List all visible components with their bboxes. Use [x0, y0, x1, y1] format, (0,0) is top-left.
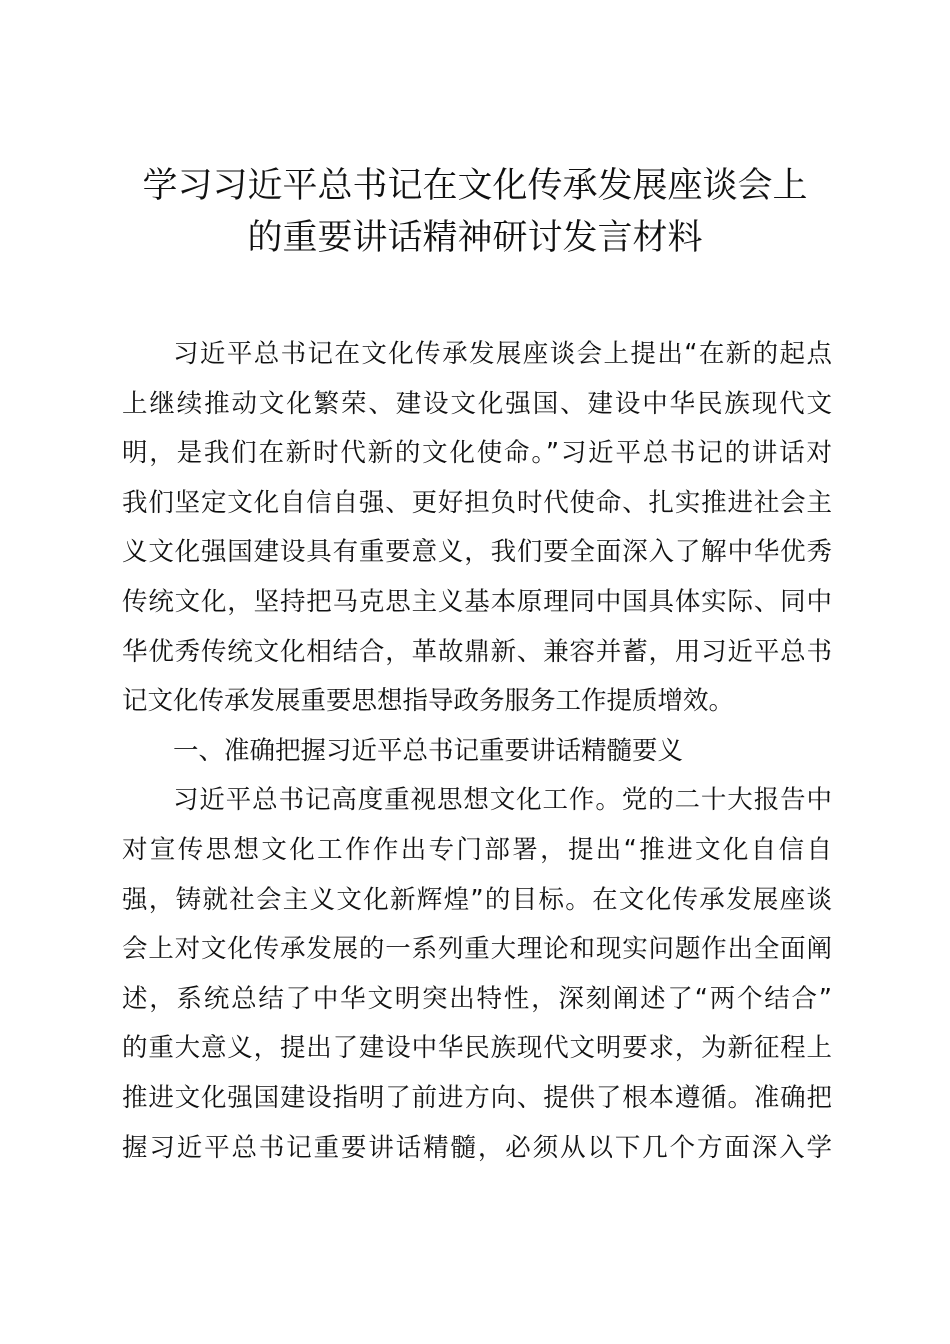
paragraph-line: 义文化强国建设具有重要意义，我们要全面深入了解中华优秀 — [122, 537, 832, 568]
paragraph-line: 上继续推动文化繁荣、建设文化强国、建设中华民族现代文 — [122, 388, 832, 419]
paragraph-line: 的重大意义，提出了建设中华民族现代文明要求，为新征程上 — [122, 1033, 832, 1064]
paragraph-line: 我们坚定文化自信自强、更好担负时代使命、扎实推进社会主 — [122, 487, 832, 518]
title-line-1: 学习习近平总书记在文化传承发展座谈会上 — [142, 166, 808, 206]
paragraph-line: 明，是我们在新时代新的文化使命。”习近平总书记的讲话对 — [122, 438, 832, 469]
paragraph-line: 握习近平总书记重要讲话精髓，必须从以下几个方面深入学 — [122, 1132, 832, 1163]
paragraph-line: 传统文化，坚持把马克思主义基本原理同中国具体实际、同中 — [122, 586, 832, 617]
paragraph-line: 华优秀传统文化相结合，革故鼎新、兼容并蓄，用习近平总书 — [122, 636, 832, 667]
document-body — [122, 330, 832, 1173]
document-title — [120, 160, 830, 264]
paragraph-line: 对宣传思想文化工作作出专门部署，提出“推进文化自信自 — [122, 834, 832, 865]
paragraph-line: 强，铸就社会主义文化新辉煌”的目标。在文化传承发展座谈 — [122, 884, 832, 915]
paragraph-line: 推进文化强国建设指明了前进方向、提供了根本遵循。准确把 — [122, 1082, 832, 1113]
paragraph-line: 记文化传承发展重要思想指导政务服务工作提质增效。 — [122, 686, 735, 717]
title-line-2: 的重要讲话精神研讨发言材料 — [247, 218, 703, 258]
section-heading: 一、准确把握习近平总书记重要讲话精髓要义 — [173, 735, 684, 766]
paragraph-line: 习近平总书记在文化传承发展座谈会上提出“在新的起点 — [173, 339, 832, 369]
paragraph-line: 习近平总书记高度重视思想文化工作。党的二十大报告中 — [173, 785, 832, 816]
paragraph-line: 会上对文化传承发展的一系列重大理论和现实问题作出全面阐 — [122, 934, 832, 965]
paragraph-line: 述，系统总结了中华文明突出特性，深刻阐述了“两个结合” — [122, 983, 832, 1014]
